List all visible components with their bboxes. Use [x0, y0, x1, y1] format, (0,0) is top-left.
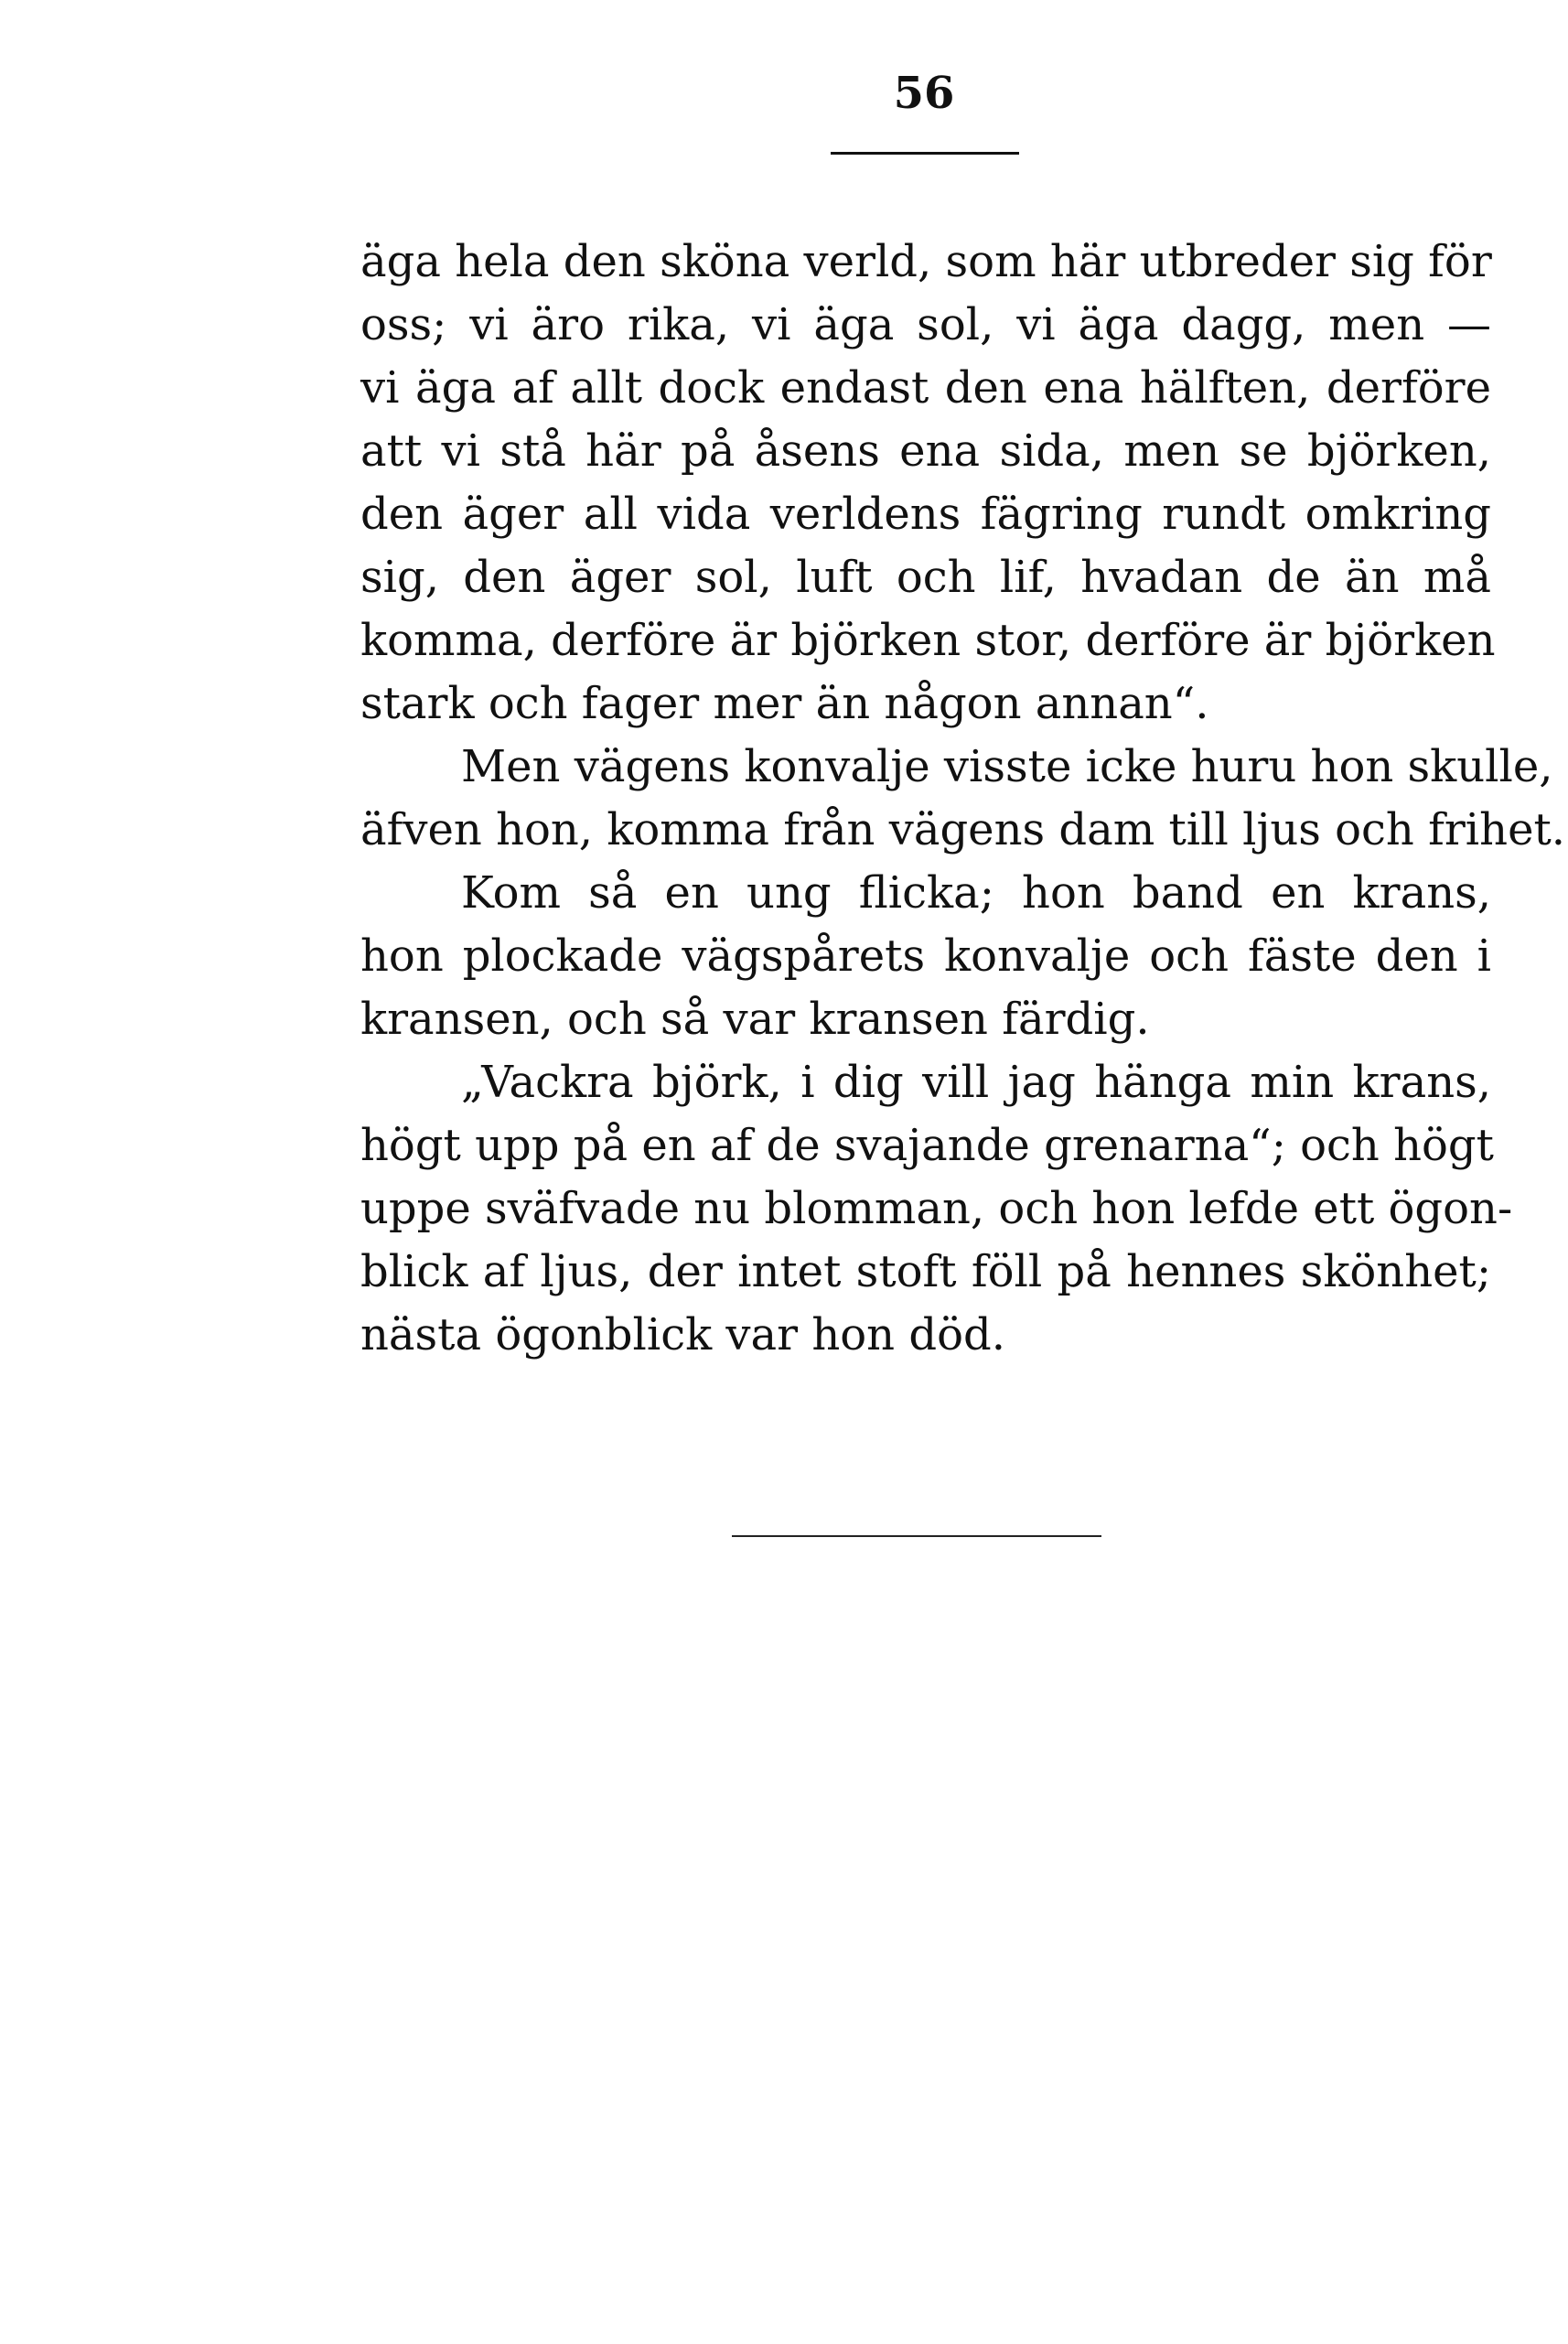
text-line: komma, derföre är björken stor, derföre är björken: [360, 615, 1496, 666]
text-line: vi äga af allt dock endast den ena hälften, derföre: [360, 362, 1491, 414]
text-line: äfven hon, komma från vägens dam till ljus och frihet.: [360, 804, 1566, 855]
text-line: högt upp på en af de svajande grenarna“; och högt: [360, 1120, 1494, 1171]
text-line: blick af ljus, der intet stoft föll på hennes skönhet;: [360, 1246, 1491, 1297]
text-line: sig, den äger sol, luft och lif, hvadan de än må: [360, 552, 1491, 603]
text-line: Men vägens konvalje visste icke huru hon skulle,: [461, 741, 1553, 792]
text-line: att vi stå här på åsens ena sida, men se björken,: [360, 425, 1491, 477]
text-line: oss; vi äro rika, vi äga sol, vi äga dagg, men —: [360, 299, 1491, 350]
text-line: stark och fager mer än någon annan“.: [360, 678, 1209, 729]
text-line: „Vackra björk, i dig vill jag hänga min krans,: [461, 1057, 1491, 1108]
text-line: hon plockade vägspårets konvalje och fäste den i: [360, 930, 1491, 982]
text-line: nästa ögonblick var hon död.: [360, 1309, 1005, 1360]
text-line: uppe sväfvade nu blomman, och hon lefde ett ögon-: [360, 1183, 1513, 1234]
text-line: äga hela den sköna verld, som här utbreder sig för: [360, 236, 1492, 287]
text-line: Kom så en ung flicka; hon band en krans,: [461, 867, 1491, 919]
page-number: 56: [893, 68, 955, 119]
header-rule: [831, 152, 1019, 155]
text-line: kransen, och så var kransen färdig.: [360, 994, 1150, 1045]
text-line: den äger all vida verldens fägring rundt omkring: [360, 489, 1491, 540]
body-text: [360, 231, 1566, 1367]
end-rule: [732, 1535, 1101, 1537]
